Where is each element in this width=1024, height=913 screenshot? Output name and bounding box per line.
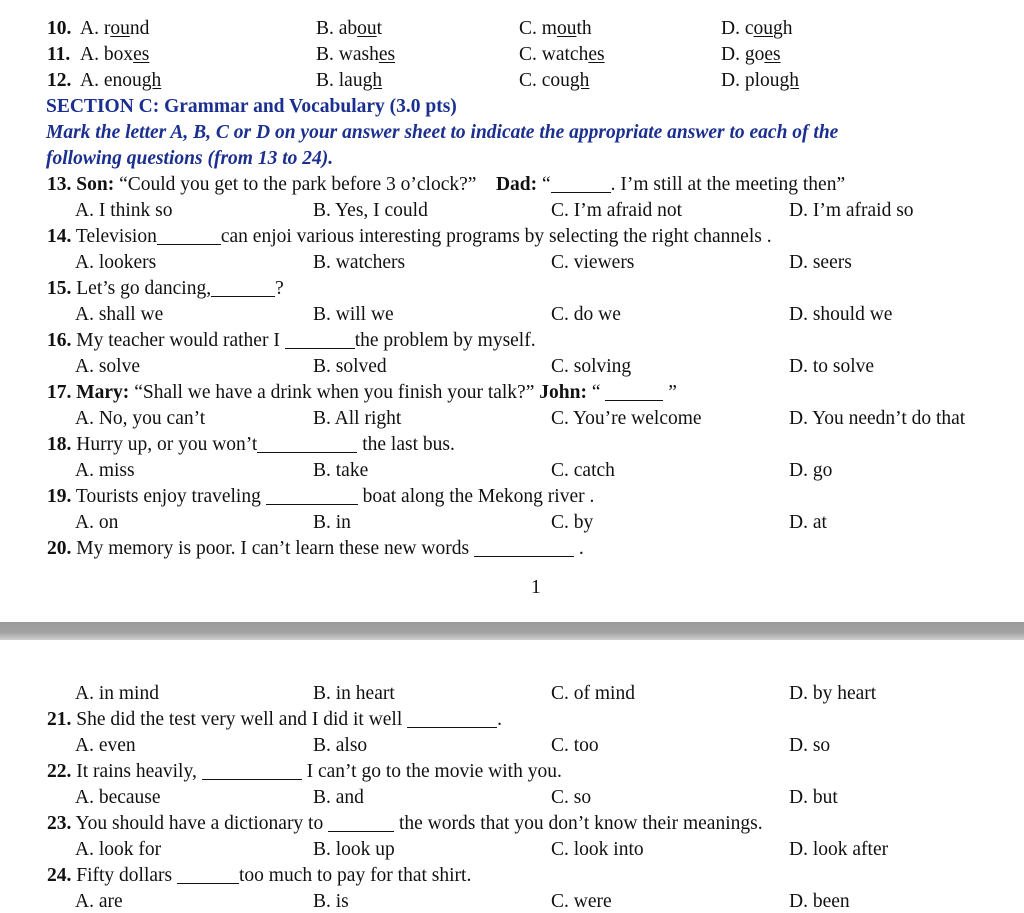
q10-option-a: A. round xyxy=(80,18,150,39)
q22-option-a: A. because xyxy=(75,787,161,808)
q13-option-c: C. I’m afraid not xyxy=(551,200,683,221)
q10-option-b: B. about xyxy=(316,18,383,39)
question-20: 20. My memory is poor. I can’t learn these new words . xyxy=(47,538,584,559)
page-separator xyxy=(0,622,1024,640)
answer-blank xyxy=(177,864,239,885)
q21-option-b: B. also xyxy=(313,735,368,756)
q15-option-b: B. will we xyxy=(313,304,394,325)
q11-option-d: D. goes xyxy=(721,44,781,65)
q19-option-b: B. in xyxy=(313,512,351,533)
q19-option-c: C. by xyxy=(551,512,594,533)
question-14: 14. Television can enjoi various interesting programs by selecting the right channels . xyxy=(47,226,772,247)
q11-option-b: B. washes xyxy=(316,44,396,65)
q20-option-a: A. in mind xyxy=(75,683,159,704)
q18-option-b: B. take xyxy=(313,460,369,481)
q15-option-d: D. should we xyxy=(789,304,893,325)
q18-option-d: D. go xyxy=(789,460,833,481)
answer-blank xyxy=(285,329,355,350)
q10-option-d: D. cough xyxy=(721,18,793,39)
q13-option-b: B. Yes, I could xyxy=(313,200,428,221)
question-22: 22. It rains heavily, I can’t go to the movie with you. xyxy=(47,761,562,782)
q20-option-d: D. by heart xyxy=(789,683,877,704)
q16-option-d: D. to solve xyxy=(789,356,875,377)
q22-option-b: B. and xyxy=(313,787,364,808)
answer-blank xyxy=(551,173,611,194)
answer-blank xyxy=(202,760,302,781)
q14-option-a: A. lookers xyxy=(75,252,157,273)
q12-option-a: A. enough xyxy=(80,70,162,91)
q17-option-a: A. No, you can’t xyxy=(75,408,206,429)
question-11-number: 11. xyxy=(47,44,71,65)
q17-option-c: C. You’re welcome xyxy=(551,408,702,429)
q12-option-d: D. plough xyxy=(721,70,799,91)
q20-option-c: C. of mind xyxy=(551,683,635,704)
q16-option-c: C. solving xyxy=(551,356,632,377)
q22-option-c: C. so xyxy=(551,787,592,808)
q10-option-c: C. mouth xyxy=(519,18,592,39)
q18-option-a: A. miss xyxy=(75,460,135,481)
question-17: 17. Mary: “Shall we have a drink when you finish your talk?” John: “ ” xyxy=(47,382,677,403)
q11-option-a: A. boxes xyxy=(80,44,150,65)
q13-option-d: D. I’m afraid so xyxy=(789,200,914,221)
answer-blank xyxy=(157,225,221,246)
q24-option-c: C. were xyxy=(551,891,612,912)
section-instruction-line-2: following questions (from 13 to 24). xyxy=(46,148,334,169)
q23-option-a: A. look for xyxy=(75,839,162,860)
question-12-number: 12. xyxy=(47,70,72,91)
q20-option-b: B. in heart xyxy=(313,683,395,704)
q24-option-d: D. been xyxy=(789,891,850,912)
q17-option-b: B. All right xyxy=(313,408,402,429)
q18-option-c: C. catch xyxy=(551,460,615,481)
answer-blank xyxy=(257,433,357,454)
q24-option-b: B. is xyxy=(313,891,349,912)
q12-option-c: C. cough xyxy=(519,70,590,91)
answer-blank xyxy=(266,485,358,506)
q14-option-c: C. viewers xyxy=(551,252,635,273)
q14-option-b: B. watchers xyxy=(313,252,406,273)
question-15: 15. Let’s go dancing, ? xyxy=(47,278,284,299)
question-13: 13. Son: “Could you get to the park before 3 o’clock?” Dad: “ . I’m still at the meeting then” xyxy=(47,174,846,195)
q13-option-a: A. I think so xyxy=(75,200,173,221)
q21-option-a: A. even xyxy=(75,735,136,756)
q23-option-d: D. look after xyxy=(789,839,889,860)
question-16: 16. My teacher would rather I the problem by myself. xyxy=(47,330,536,351)
question-23: 23. You should have a dictionary to the words that you don’t know their meanings. xyxy=(47,813,763,834)
q17-option-d: D. You needn’t do that xyxy=(789,408,966,429)
q23-option-c: C. look into xyxy=(551,839,644,860)
q16-option-b: B. solved xyxy=(313,356,387,377)
page-two xyxy=(0,640,1024,913)
question-24: 24. Fifty dollars too much to pay for that shirt. xyxy=(47,865,472,886)
answer-blank xyxy=(605,381,663,402)
question-19: 19. Tourists enjoy traveling boat along the Mekong river . xyxy=(47,486,595,507)
q23-option-b: B. look up xyxy=(313,839,395,860)
question-10-number: 10. xyxy=(47,18,72,39)
q14-option-d: D. seers xyxy=(789,252,852,273)
q16-option-a: A. solve xyxy=(75,356,140,377)
q11-option-c: C. watches xyxy=(519,44,605,65)
section-title: SECTION C: Grammar and Vocabulary (3.0 pts) xyxy=(46,96,457,117)
page-number: 1 xyxy=(531,577,541,598)
q22-option-d: D. but xyxy=(789,787,838,808)
q19-option-d: D. at xyxy=(789,512,827,533)
answer-blank xyxy=(211,277,275,298)
q24-option-a: A. are xyxy=(75,891,123,912)
answer-blank xyxy=(474,537,574,558)
question-21: 21. She did the test very well and I did it well . xyxy=(47,709,503,730)
q15-option-c: C. do we xyxy=(551,304,621,325)
section-instruction-line-1: Mark the letter A, B, C or D on your answer sheet to indicate the appropriate answer to each of the xyxy=(46,122,839,143)
q21-option-c: C. too xyxy=(551,735,599,756)
q19-option-a: A. on xyxy=(75,512,119,533)
q21-option-d: D. so xyxy=(789,735,831,756)
answer-blank xyxy=(328,812,394,833)
answer-blank xyxy=(407,708,497,729)
q15-option-a: A. shall we xyxy=(75,304,164,325)
question-18: 18. Hurry up, or you won’t the last bus. xyxy=(47,434,455,455)
q12-option-b: B. laugh xyxy=(316,70,383,91)
